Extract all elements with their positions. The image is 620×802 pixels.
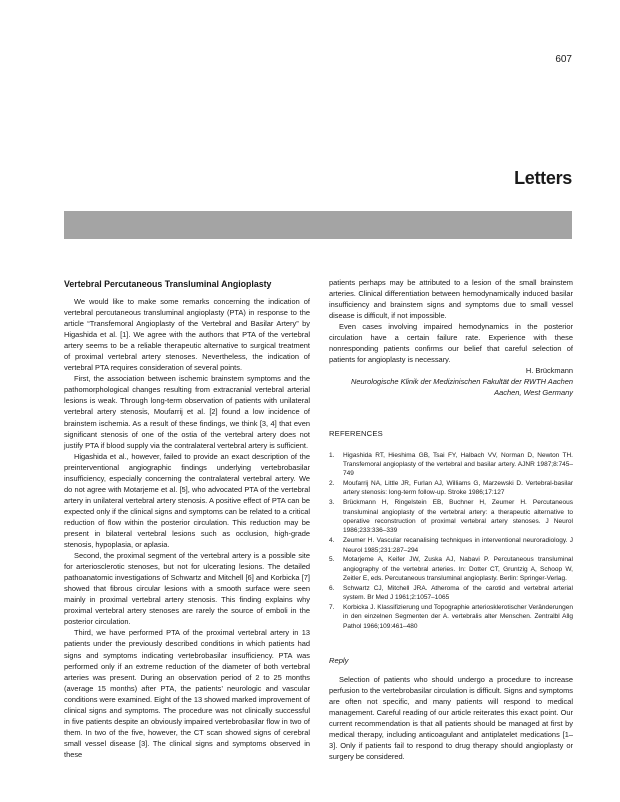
reference-number: 1. xyxy=(329,451,335,459)
paragraph: Higashida et al., however, failed to provide an exact description of the preinterventional angiographic findings underlying vertebrobasilar insufficiency, especially concerning the contralateral vertebral artery. We do not agree with Motarjeme et al. [5], who advocated PTA of the vertebral artery in unilateral vertebral artery stenosis. A positive effect of PTA can be expected only if the clinical signs and symptoms can be related to a critical reduction of flow within the posterior circulation. This reduction may be present in bilateral vertebral lesions such as occlusion, high-grade stenosis, hypoplasia, or aplasia. xyxy=(64,451,310,550)
reference-text: Schwartz CJ, Mitchell JRA. Atheroma of the carotid and vertebral arterial system. Br Med J 1961;2:1057–1065 xyxy=(343,584,573,602)
right-column xyxy=(329,277,573,763)
reference-list xyxy=(329,451,573,632)
reference-item xyxy=(329,584,573,603)
reference-text: Brückmann H, Ringelstein EB, Buchner H, Zeumer H. Percutaneous transluminal angioplasty of the vertebral artery: a therapeutic alternative to operative reconstruction of proximal vertebral artery stenoses. J Neurol 1986;233:336–339 xyxy=(343,499,573,535)
reference-text: Motarjeme A, Keifer JW, Zuska AJ, Nabavi P. Percutaneous transluminal angiography of the vertebral arteries. In: Dotter CT, Gruntzig A, Schoop W, Zeitler E, eds. Percutaneous transluminal angioplasty. Berlin: Springer-Verlag. xyxy=(343,556,573,583)
paragraph: First, the association between ischemic brainstem symptoms and the pathomorphological changes resulting from extracranial vertebral arterial lesions is weak. Through long-term observation of patients with unilateral vertebral artery stenosis, Moufarrij et al. [2] found a low incidence of brainstem ischemia. As a result of these findings, we think [3, 4] that even significant stenosis of one of the ostia of the vertebral artery does not justify PTA if blood supply via the contralateral vertebral artery is sufficient. xyxy=(64,374,310,450)
reference-text: Higashida RT, Hieshima GB, Tsai FY, Halbach VV, Norman D, Newton TH. Transfemoral angioplasty of the vertebral and basilar artery. AJNR 1987;8:745–749 xyxy=(343,451,573,478)
reference-number: 6. xyxy=(329,584,335,592)
page-number: 607 xyxy=(555,54,572,65)
reference-number: 3. xyxy=(329,499,335,507)
reply-paragraph: Selection of patients who should undergo a procedure to increase perfusion to the vertebrobasilar circulation is difficult. Signs and symptoms are often not specific, and many patients will respond to medical management. Careful reading of our article reiterates this exact point. Our current recommendation is that all patients should be managed at first by medical therapy, including anticoagulant and antiplatelet medications [1–3]. Only if patients fail to respond to drug therapy should angioplasty or surgery be considered. xyxy=(329,675,573,762)
reference-number: 7. xyxy=(329,604,335,612)
reference-number: 4. xyxy=(329,537,335,545)
header-band xyxy=(64,211,572,239)
left-column xyxy=(64,278,310,760)
paragraph: Third, we have performed PTA of the proximal vertebral artery in 13 patients under the previously described conditions in which patients had signs and symptoms indicating vertebrobasilar insufficiency. PTA was performed only if an extreme reduction of the diameter of both vertebral arteries was present. During an observation period of 2 to 25 months (average 15 months) after PTA, the patients’ neurologic and vascular conditions were examined. Eight of the 13 showed marked improvement of clinical signs and symptoms. The procedure was not clinically successful in five patients despite an obviously impaired vertebrobasilar flow in two of them. In two of the five, however, the CT scan showed signs of cerebral small vessel disease [3]. The clinical signs and symptoms observed in these xyxy=(64,628,310,759)
paragraph: Even cases involving impaired hemodynamics in the posterior circulation have a certain failure rate. Experience with these nonresponding patients confirms our belief that careful selection of patients for angioplasty is necessary. xyxy=(329,322,573,365)
paragraph: We would like to make some remarks concerning the indication of vertebral percutaneous transluminal angioplasty (PTA) in response to the article “Transfemoral Angioplasty of the Vertebral and Basilar Artery” by Higashida et al. [1]. We agree with the authors that PTA of the vertebral artery seems to be a reliable therapeutic alternative to surgical treatment of proximal vertebral artery stenoses. Nevertheless, the indication of vertebral PTA requires consideration of several points. xyxy=(64,297,310,373)
signature-name: H. Brückmann xyxy=(525,366,573,376)
reference-item xyxy=(329,536,573,555)
signature-affiliation: Neurologische Klinik der Medizinischen Fakultät der RWTH Aachen xyxy=(351,377,573,387)
references-heading: REFERENCES xyxy=(329,428,383,438)
reference-number: 2. xyxy=(329,480,335,488)
paragraph: Second, the proximal segment of the vertebral artery is a possible site for arteriosclerotic stenoses, but not for ulcerating lesions. The detailed pathoanatomic investigations of Schwartz and Mitchell [6] and Korbicka [7] showed that fibrous circular lesions with a smooth surface were seen mainly in proximal vertebral artery stenosis. This finding explains why proximal vertebral artery stenoses are rarely the source of emboli in the posterior circulation. xyxy=(64,551,310,627)
reference-item xyxy=(329,451,573,479)
reference-item xyxy=(329,555,573,583)
reference-text: Moufarrij NA, Little JR, Furlan AJ, Williams G, Marzewski D. Vertebral-basilar artery stenosis: long-term follow-up. Stroke 1986;17:127 xyxy=(343,480,573,497)
reply-heading: Reply xyxy=(329,656,349,666)
paragraph: patients perhaps may be attributed to a lesion of the small brainstem arteries. Clinical differentiation between hemodynamically induced basilar insufficiency and brainstem signs and symptoms due to small vessel disease is difficult, if not impossible. xyxy=(329,278,573,321)
reference-number: 5. xyxy=(329,556,335,564)
reference-text: Korbicka J. Klassifizierung und Topographie arteriosklerotischer Veränderungen in den einzelnen Segmenten der A. vertebralis alter Menschen. Zentralbl Allg Pathol 1966;109:461–480 xyxy=(343,604,573,630)
reference-item xyxy=(329,603,573,631)
letter-title: Vertebral Percutaneous Transluminal Angioplasty xyxy=(64,279,272,289)
reference-text: Zeumer H. Vascular recanalising techniques in interventional neuroradiology. J Neurol 1985;231:287–294 xyxy=(343,537,573,554)
reference-item xyxy=(329,498,573,535)
section-title: Letters xyxy=(514,168,572,188)
reference-item xyxy=(329,479,573,498)
signature-location: Aachen, West Germany xyxy=(494,388,573,398)
